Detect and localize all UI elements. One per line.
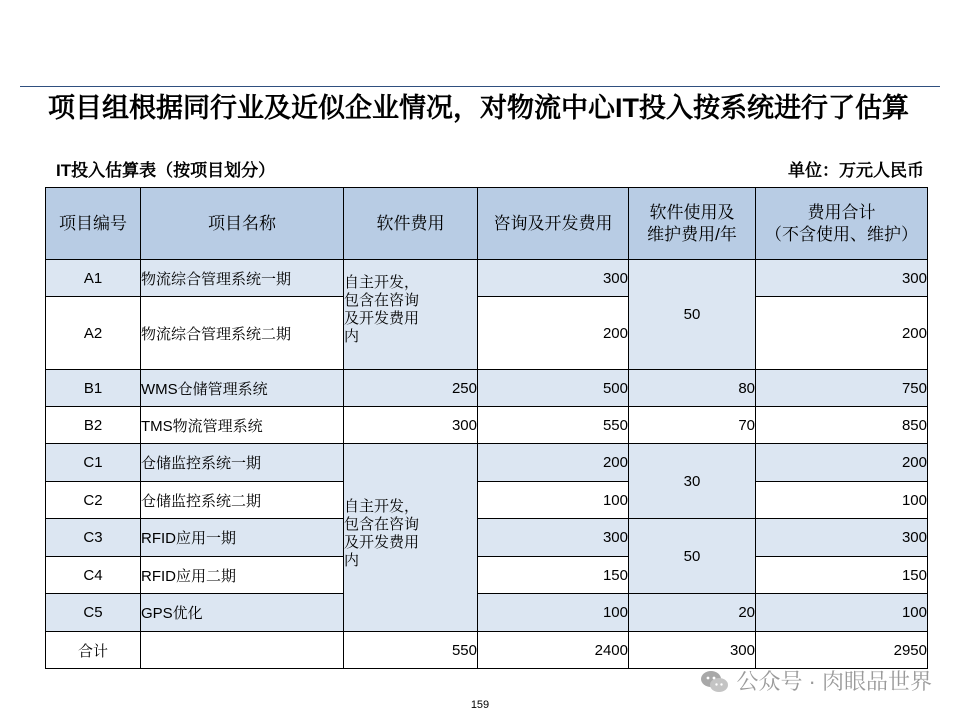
cell-code: A2	[46, 297, 141, 370]
header-maintenance-line2: 维护费用/年	[647, 224, 737, 244]
header-maintenance-line1: 软件使用及	[649, 202, 735, 222]
header-maintenance	[629, 188, 756, 260]
cell-consulting: 300	[478, 260, 629, 297]
cell-total: 200	[756, 444, 928, 482]
cell-name: WMS仓储管理系统	[141, 370, 344, 407]
cell-name: RFID应用一期	[141, 519, 344, 557]
note-c-line2: 包含在咨询	[344, 516, 420, 533]
cell-name: GPS优化	[141, 594, 344, 632]
it-estimate-table	[45, 187, 928, 669]
cell-code: C4	[46, 557, 141, 594]
cell-maintenance: 70	[629, 407, 756, 444]
watermark-text: 公众号 · 肉眼品世界	[736, 669, 932, 694]
cell-software: 250	[344, 370, 478, 407]
table-row	[46, 260, 928, 297]
cell-code: B1	[46, 370, 141, 407]
top-divider	[20, 86, 940, 87]
table-row	[46, 407, 928, 444]
cell-name: 物流综合管理系统一期	[141, 260, 344, 297]
cell-code: B2	[46, 407, 141, 444]
unit-label: 单位：万元人民币	[788, 161, 924, 180]
table-row	[46, 370, 928, 407]
note-c-line3: 及开发费用	[344, 534, 420, 551]
cell-consulting: 200	[478, 444, 629, 482]
header-name: 项目名称	[141, 188, 344, 260]
table-row	[46, 444, 928, 482]
cell-total: 300	[756, 519, 928, 557]
table-header-row	[46, 188, 928, 260]
table-row	[46, 519, 928, 557]
cell-maintenance: 80	[629, 370, 756, 407]
cell-total: 100	[756, 482, 928, 519]
cell-name: RFID应用二期	[141, 557, 344, 594]
sum-software: 550	[344, 632, 478, 669]
table-sum-row	[46, 632, 928, 669]
table-row	[46, 594, 928, 632]
cell-name: TMS物流管理系统	[141, 407, 344, 444]
sum-name-empty	[141, 632, 344, 669]
cell-consulting: 200	[478, 297, 629, 370]
merged-maintenance-c34: 50	[629, 519, 756, 594]
cell-code: C1	[46, 444, 141, 482]
note-a-line4: 内	[344, 328, 360, 345]
note-a-line2: 包含在咨询	[344, 292, 420, 309]
header-code: 项目编号	[46, 188, 141, 260]
cell-total: 300	[756, 260, 928, 297]
note-c-line1: 自主开发，	[344, 498, 420, 515]
wechat-icon	[700, 669, 730, 695]
merged-software-note-a	[344, 260, 478, 370]
header-software: 软件费用	[344, 188, 478, 260]
note-a-line3: 及开发费用	[344, 310, 420, 327]
table-row	[46, 482, 928, 519]
header-total-line1: 费用合计	[807, 202, 876, 222]
merged-maintenance-c12: 30	[629, 444, 756, 519]
cell-consulting: 300	[478, 519, 629, 557]
header-total	[756, 188, 928, 260]
cell-software: 300	[344, 407, 478, 444]
cell-consulting: 500	[478, 370, 629, 407]
header-total-line2: （不含使用、维护）	[765, 224, 918, 244]
cell-name: 仓储监控系统一期	[141, 444, 344, 482]
cell-name: 物流综合管理系统二期	[141, 297, 344, 370]
cell-code: C3	[46, 519, 141, 557]
cell-total: 150	[756, 557, 928, 594]
sum-consulting: 2400	[478, 632, 629, 669]
sum-total: 2950	[756, 632, 928, 669]
cell-total: 200	[756, 297, 928, 370]
note-c-line4: 内	[344, 552, 360, 569]
merged-software-note-c	[344, 444, 478, 632]
cell-code: A1	[46, 260, 141, 297]
cell-total: 850	[756, 407, 928, 444]
sum-label: 合计	[46, 632, 141, 669]
table-row	[46, 557, 928, 594]
cell-consulting: 100	[478, 482, 629, 519]
cell-maintenance: 20	[629, 594, 756, 632]
cell-code: C5	[46, 594, 141, 632]
note-a-line1: 自主开发，	[344, 274, 420, 291]
cell-name: 仓储监控系统二期	[141, 482, 344, 519]
cell-total: 750	[756, 370, 928, 407]
watermark	[700, 667, 932, 697]
cell-code: C2	[46, 482, 141, 519]
page-number: 159	[470, 699, 490, 711]
header-consulting: 咨询及开发费用	[478, 188, 629, 260]
merged-maintenance-a: 50	[629, 260, 756, 370]
cell-total: 100	[756, 594, 928, 632]
table-row	[46, 297, 928, 370]
table-subtitle: IT投入估算表（按项目划分）	[56, 161, 276, 180]
cell-consulting: 150	[478, 557, 629, 594]
sum-maintenance: 300	[629, 632, 756, 669]
page-title: 项目组根据同行业及近似企业情况，对物流中心IT投入按系统进行了估算	[48, 93, 909, 123]
cell-consulting: 550	[478, 407, 629, 444]
cell-consulting: 100	[478, 594, 629, 632]
